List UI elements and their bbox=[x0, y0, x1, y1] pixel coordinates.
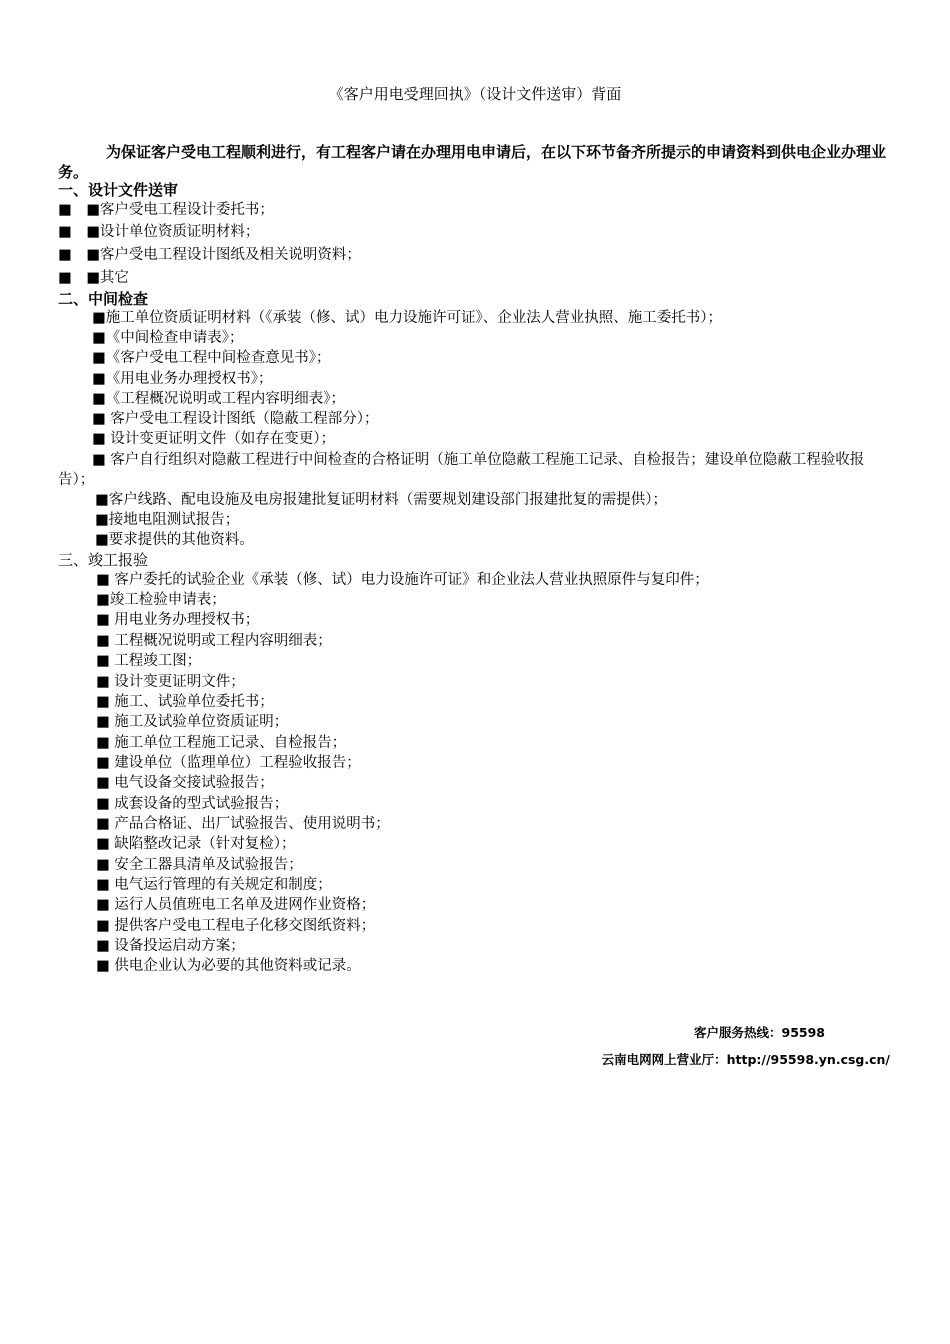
list-item: ■ 客户受电工程设计图纸（隐蔽工程部分）； bbox=[92, 411, 379, 427]
list-item: ■竣工检验申请表； bbox=[96, 592, 226, 608]
list-item: ■《客户受电工程中间检查意见书》； bbox=[92, 350, 331, 366]
list-item: ■ 运行人员值班电工名单及进网作业资格； bbox=[96, 897, 376, 913]
list-item: ■ 施工、试验单位委托书； bbox=[96, 694, 274, 710]
list-item: ■ 设计变更证明文件； bbox=[96, 674, 245, 690]
list-item: ■ 客户委托的试验企业《承装（修、试）电力设施许可证》和企业法人营业执照原件与复印件； bbox=[96, 572, 709, 588]
list-item: ■ ■其它 bbox=[58, 270, 129, 286]
intro-paragraph: 为保证客户受电工程顺利进行，有工程客户请在办理用电申请后，在以下环节备齐所提示的申请资料到供电企业办理业务。 bbox=[58, 143, 887, 181]
list-item: ■ 安全工器具清单及试验报告； bbox=[96, 857, 303, 873]
section-heading-midway-inspection: 二、中间检查 bbox=[58, 290, 149, 308]
list-item: ■ 产品合格证、出厂试验报告、使用说明书； bbox=[96, 816, 390, 832]
list-item: ■ 用电业务办理授权书； bbox=[96, 612, 260, 628]
list-item: ■ 客户自行组织对隐蔽工程进行中间检查的合格证明（施工单位隐蔽工程施工记录、自检报告；建设单位隐蔽工程验收报告）； bbox=[58, 452, 865, 488]
list-item: ■《工程概况说明或工程内容明细表》； bbox=[92, 391, 345, 407]
list-item: ■ 施工及试验单位资质证明； bbox=[96, 714, 289, 730]
list-item: ■客户线路、配电设施及电房报建批复证明材料（需要规划建设部门报建批复的需提供）； bbox=[95, 492, 667, 508]
list-item: ■ ■客户受电工程设计图纸及相关说明资料； bbox=[58, 247, 361, 263]
list-item: ■《中间检查申请表》； bbox=[92, 330, 244, 346]
list-item: ■ 提供客户受电工程电子化移交图纸资料； bbox=[96, 918, 376, 934]
list-item: ■要求提供的其他资料。 bbox=[95, 532, 254, 548]
list-item: ■ 设计变更证明文件（如存在变更）； bbox=[92, 431, 336, 447]
list-item: ■ 工程竣工图； bbox=[96, 653, 202, 669]
list-item: ■ 成套设备的型式试验报告； bbox=[96, 796, 289, 812]
list-item: ■ 电气设备交接试验报告； bbox=[96, 775, 274, 791]
list-item: ■ ■设计单位资质证明材料； bbox=[58, 224, 260, 240]
list-item: ■《用电业务办理授权书》； bbox=[92, 371, 273, 387]
list-item: ■施工单位资质证明材料（《承装（修、试）电力设施许可证》、企业法人营业执照、施工委托书）； bbox=[92, 310, 722, 326]
website-link[interactable]: 云南电网网上营业厅：http://95598.yn.csg.cn/ bbox=[601, 1052, 890, 1067]
list-item: ■ 设备投运启动方案； bbox=[96, 938, 245, 954]
list-item: ■ 施工单位工程施工记录、自检报告； bbox=[96, 735, 347, 751]
section-heading-design-review: 一、设计文件送审 bbox=[58, 181, 179, 199]
page-title: 《客户用电受理回执》（设计文件送审）背面 bbox=[328, 85, 622, 103]
list-item: ■ 电气运行管理的有关规定和制度； bbox=[96, 877, 332, 893]
list-item: ■ 供电企业认为必要的其他资料或记录。 bbox=[96, 958, 361, 974]
list-item: ■ ■客户受电工程设计委托书； bbox=[58, 202, 274, 218]
list-item: ■ 工程概况说明或工程内容明细表； bbox=[96, 633, 332, 649]
list-item: ■接地电阻测试报告； bbox=[95, 512, 240, 528]
list-item: ■ 缺陷整改记录（针对复检）； bbox=[96, 836, 296, 852]
hotline-text: 客户服务热线：95598 bbox=[694, 1025, 825, 1040]
list-item: ■ 建设单位（监理单位）工程验收报告； bbox=[96, 755, 361, 771]
section-heading-completion-inspection: 三、竣工报验 bbox=[58, 551, 149, 569]
